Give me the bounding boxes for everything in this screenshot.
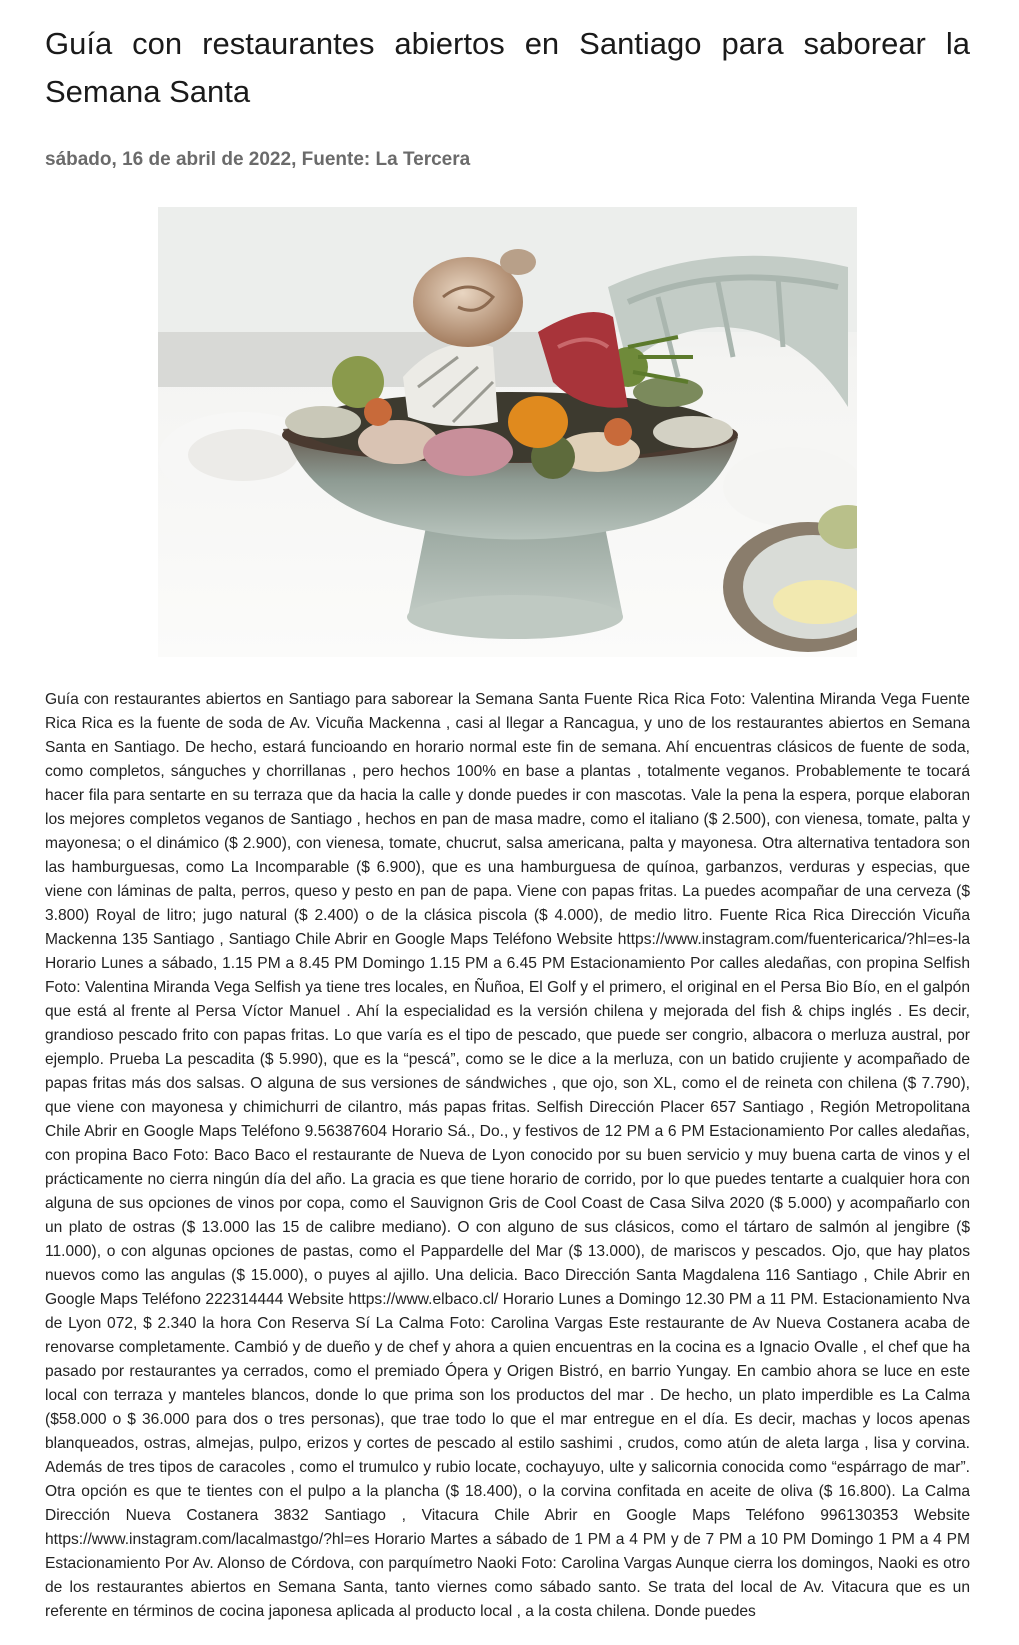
article-body: Guía con restaurantes abiertos en Santiago para saborear la Semana Santa Fuente Rica Rica Foto: Valentina Miranda Vega Fuente Rica Rica es la fuente de soda de Av. Vicuña Mackenna , casi al llegar a Rancagua, y uno de los restaurantes abiertos en Semana Santa en Santiago. De hecho, estará funcioando en horario normal este fin de semana. Ahí encuentras clásicos de fuente de soda, como completos, sánguches y chorrillanas , pero hechos 100% en base a plantas , totalmente veganos. Probablemente te tocará hacer fila para sentarte en su terraza que da hacia la calle y donde puedes ir con mascotas. Vale la pena la espera, porque elaboran los mejores completos veganos de Santiago , hechos en pan de masa madre, como el italiano ($ 2.500), con vienesa, tomate, palta y mayonesa; o el dinámico ($ 2.900), con vienesa, tomate, chucrut, salsa americana, palta y mayonesa. Otra alternativa tentadora son las hamburguesas, como La Incomparable ($ 6.900), que es una hamburguesa de quínoa, garbanzos, verduras y especias, que viene con láminas de palta, perros, queso y pesto en pan de papa. Viene con papas fritas. La puedes acompañar de una cerveza ($ 3.800) Royal de litro; jugo natural ($ 2.400) o de la clásica piscola ($ 4.000), de medio litro. Fuente Rica Rica Dirección Vicuña Mackenna 135 Santiago , Santiago Chile Abrir en Google Maps Teléfono Website https://www.instagram.com/fuentericarica/?hl=es-la Horario Lunes a sábado, 1.15 PM a 8.45 PM Domingo 1.15 PM a 6.45 PM Estacionamiento Por calles aledañas, con propina Selfish Foto: Valentina Miranda Vega Selfish ya tiene tres locales, en Ñuñoa, El Golf y el primero, el original en el Persa Bio Bío, en el galpón que está al frente al Persa Víctor Manuel . Ahí la especialidad es la versión chilena y mejorada del fish & chips inglés . Es decir, grandioso pescado frito con papas fritas. Lo que varía es el tipo de pescado, que puede ser congrio, albacora o merluza austral, por ejemplo. Prueba La pescadita ($ 5.990), que es la “pescá”, como se le dice a la merluza, con un batido crujiente y acompañado de papas fritas más dos salsas. O alguna de sus versiones de sándwiches , que ojo, son XL, como el de reineta con chilena ($ 7.790), que viene con mayonesa y chimichurri de cilantro, más papas fritas. Selfish Dirección Placer 657 Santiago , Región Metropolitana Chile Abrir en Google Maps Teléfono 9.56387604 Horario Sá., Do., y festivos de 12 PM a 6 PM Estacionamiento Por calles aledañas, con propina Baco Foto: Baco Baco el restaurante de Nueva de Lyon conocido por su buen servicio y muy buena carta de vinos y el prácticamente no cierra ningún día del año. La gracia es que tiene horario de corrido, por lo que puedes tentarte a cualquier hora con alguna de sus opciones de vinos por copa, como el Sauvignon Gris de Cool Coast de Casa Silva 2020 ($ 5.000) y acompañarlo con un plato de ostras ($ 13.000 las 15 de calibre mediano). O con alguno de sus clásicos, como el tártaro de salmón al jengibre ($ 11.000), o con algunas opciones de pastas, como el Pappardelle del Mar ($ 13.000), de mariscos y pescados. Ojo, que hay platos nuevos como las angulas ($ 15.000), o puyes al ajillo. Una delicia. Baco Dirección Santa Magdalena 116 Santiago , Chile Abrir en Google Maps Teléfono 222314444 Website https://www.elbaco.cl/ Horario Lunes a Domingo 12.30 PM a 11 PM. Estacionamiento Nva de Lyon 072, $ 2.340 la hora Con Reserva Sí La Calma Foto: Carolina Vargas Este restaurante de Av Nueva Costanera acaba de renovarse completamente. Cambió y de dueño y de chef y ahora a quien encuentras en la cocina es a Ignacio Ovalle , el chef que ha pasado por restaurantes ya cerrados, como el premiado Ópera y Origen Bistró, en barrio Yungay. En cambio ahora se luce en este local con terraza y manteles blancos, donde lo que prima son los productos del mar . De hecho, un plato imperdible es La Calma ($58.000 o $ 36.000 para dos o tres personas), que trae todo lo que el mar entregue en el día. Es decir, machas y locos apenas blanqueados, ostras, almejas, pulpo, erizos y cortes de pescado al estilo sashimi , crudos, como atún de aleta larga , lisa y corvina. Además de tres tipos de caracoles , como el trumulco y rubio locate, cochayuyo, ulte y salicornia conocida como “espárrago de mar”. Otra opción es que te tientes con el pulpo a la plancha ($ 18.400), o la corvina confitada en aceite de oliva ($ 16.800). La Calma Dirección Nueva Costanera 3832 Santiago , Vitacura Chile Abrir en Google Maps Teléfono 996130353 Website https://www.instagram.com/lacalmastgo/?hl=es Horario Martes a sábado de 1 PM a 4 PM y de 7 PM a 10 PM Domingo 1 PM a 4 PM Estacionamiento Por Av. Alonso de Córdova, con parquímetro Naoki Foto: Carolina Vargas Aunque cierra los domingos, Naoki es otro de los restaurantes abiertos en Semana Santa, tanto viernes como sábado santo. Se trata del local de Av. Vitacura que es un referente en términos de cocina japonesa aplicada al producto local , a la costa chilena. Donde puedes [45,691,970,1620]
article-date-source: sábado, 16 de abril de 2022, Fuente: La Tercera [45,149,471,170]
seafood-platter-photo [158,207,857,657]
article-title: Guía con restaurantes abiertos en Santiago para saborear la Semana Santa [45,26,970,109]
